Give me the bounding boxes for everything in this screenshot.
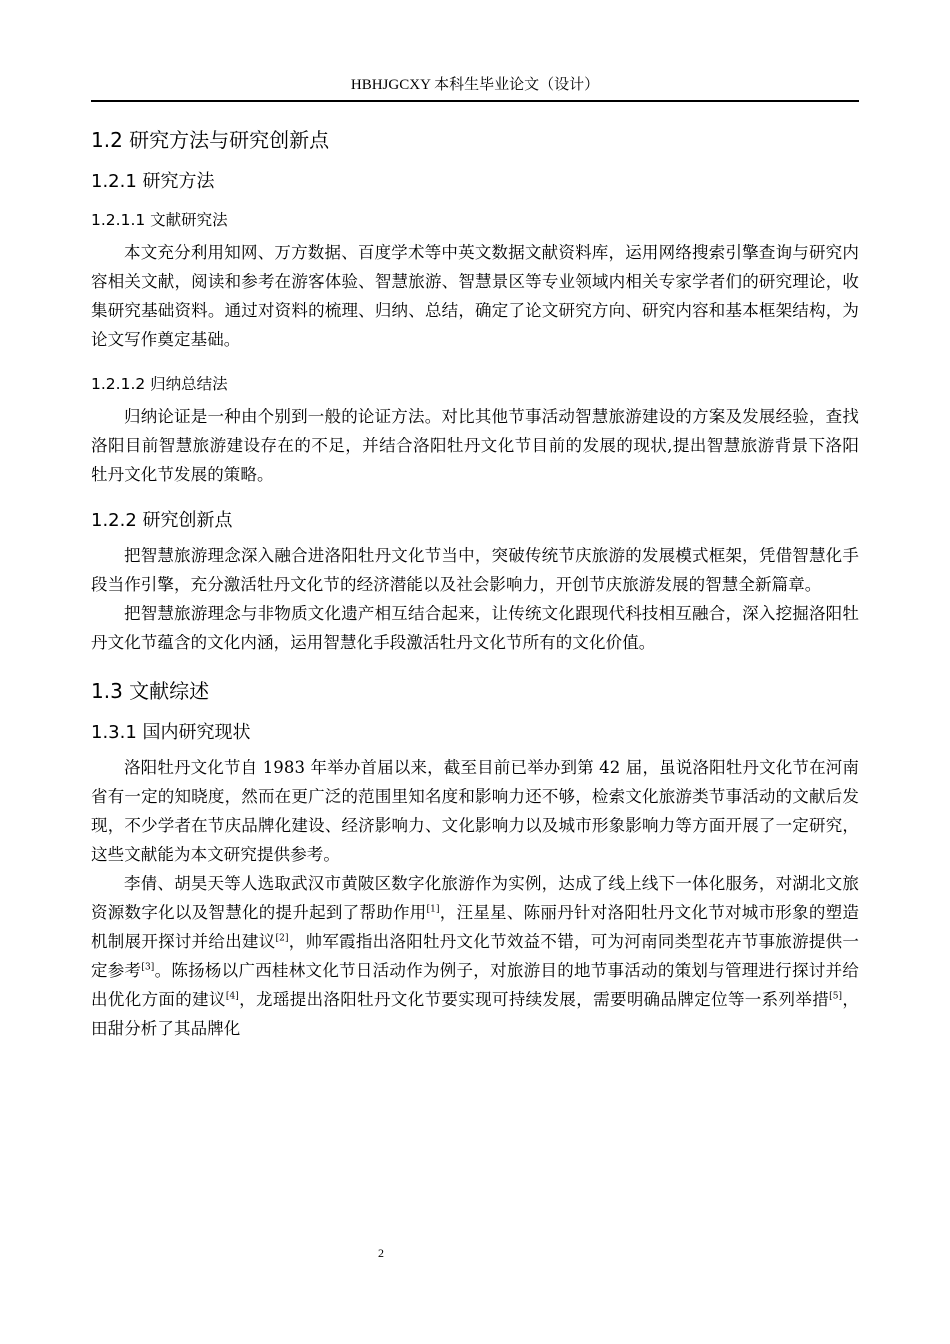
section-heading-1-2-2: 1.2.2 研究创新点: [91, 510, 233, 531]
citation-ref: [1]: [426, 904, 440, 915]
text-run: ，龙瑶提出洛阳牡丹文化节要实现可持续发展，需要明确品牌定位等一系列举措: [238, 990, 830, 1009]
header-rule: [91, 100, 859, 102]
page-number: 2: [378, 1246, 384, 1260]
section-heading-1-2-1-2: 1.2.1.2 归纳总结法: [91, 375, 228, 393]
citation-ref: [2]: [275, 933, 289, 944]
text-run: 。陈扬杨以广西桂林文化节日活动作为例子，对旅游目的地节事活动的策划与管理进行探讨并给出优化方面的建议: [91, 961, 859, 1009]
section-heading-1-2-1: 1.2.1 研究方法: [91, 171, 215, 192]
paragraph: 洛阳牡丹文化节自 1983 年举办首届以来，截至目前已举办到第 42 届，虽说洛阳牡丹文化节在河南省有一定的知晓度，然而在更广泛的范围里知名度和影响力还不够，检索文化旅游类节事活动的文献后发现，不少学者在节庆品牌化建设、经济影响力、文化影响力以及城市形象影响力等方面开展了一定研究，这些文献能为本文研究提供参考。: [91, 758, 859, 864]
paragraph: 归纳论证是一种由个别到一般的论证方法。对比其他节事活动智慧旅游建设的方案及发展经验，查找洛阳目前智慧旅游建设存在的不足，并结合洛阳牡丹文化节目前的发展的现状,提出智慧旅游背景下洛阳牡丹文化节发展的策略。: [91, 407, 859, 484]
citation-ref: [3]: [141, 962, 155, 973]
section-heading-1-3: 1.3 文献综述: [91, 679, 210, 703]
text-run: ，田甜分析了其品牌化: [91, 990, 859, 1038]
page-content: [91, 118, 859, 1043]
citation-ref: [4]: [225, 991, 239, 1002]
citation-ref: [5]: [829, 991, 843, 1002]
section-heading-1-2-1-1: 1.2.1.1 文献研究法: [91, 211, 228, 229]
section-heading-1-3-1: 1.3.1 国内研究现状: [91, 722, 251, 743]
paragraph: 把智慧旅游理念深入融合进洛阳牡丹文化节当中，突破传统节庆旅游的发展模式框架，凭借智慧化手段当作引擎，充分激活牡丹文化节的经济潜能以及社会影响力，开创节庆旅游发展的智慧全新篇章。: [91, 546, 859, 594]
text-run: ，汪星星、陈丽丹针对洛阳牡丹文化节对城市形象的塑造机制展开探讨并给出建议: [91, 903, 860, 951]
paragraph: 本文充分利用知网、万方数据、百度学术等中英文数据文献资料库，运用网络搜索引擎查询与研究内容相关文献，阅读和参考在游客体验、智慧旅游、智慧景区等专业领域内相关专家学者们的研究理论，收集研究基础资料。通过对资料的梳理、归纳、总结，确定了论文研究方向、研究内容和基本框架结构，为论文写作奠定基础。: [91, 243, 859, 349]
text-run: 李倩、胡昊天等人选取武汉市黄陂区数字化旅游作为实例，达成了线上线下一体化服务，对湖北文旅资源数字化以及智慧化的提升起到了帮助作用: [91, 874, 859, 922]
section-heading-1-2: 1.2 研究方法与研究创新点: [91, 128, 330, 152]
paragraph: 把智慧旅游理念与非物质文化遗产相互结合起来，让传统文化跟现代科技相互融合，深入挖掘洛阳牡丹文化节蕴含的文化内涵，运用智慧化手段激活牡丹文化节所有的文化价值。: [91, 604, 859, 652]
page-header: HBHJGCXY 本科生毕业论文（设计）: [350, 77, 600, 93]
text-run: ，帅军霞指出洛阳牡丹文化节效益不错，可为河南同类型花卉节事旅游提供一定参考: [91, 932, 859, 980]
paragraph-with-citations: [91, 869, 859, 1043]
